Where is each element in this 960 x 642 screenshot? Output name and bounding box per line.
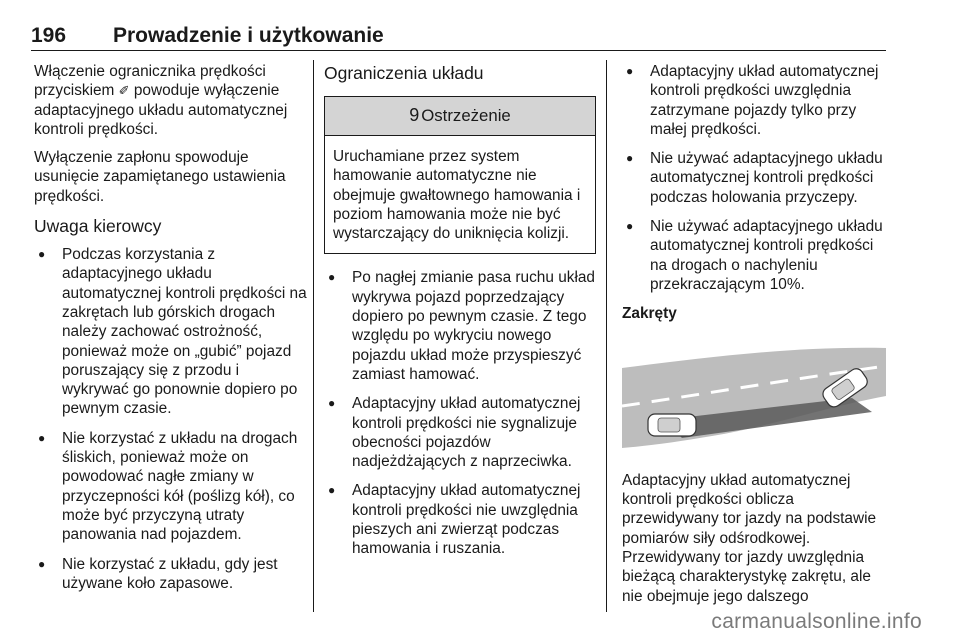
- warning-body: Uruchamiane przez system hamowanie automatyczne nie obejmuje gwałtownego hamowania i poziom hamowania może nie być wystarczający do uniknięcia kolizji.: [333, 148, 581, 243]
- column-2: [324, 62, 596, 569]
- limiter-paragraph: Włączenie ogranicznika prędkości przyciskiem ✐ powoduje wyłączenie adaptacyjnego układu automatycznej kontroli prędkości.: [34, 63, 288, 138]
- list-item: ● Adaptacyjny układ automatycznej kontroli prędkości uwzględnia zatrzymane pojazdy tylko przy małej prędkości.: [622, 62, 890, 139]
- system-limits-list: [324, 268, 596, 558]
- list-item: ● Nie korzystać z układu na drogach śliskich, ponieważ może on powodować nagłe zmiany w przyczepności kół (poślizg kół), co może być przyczyną utraty panowania nad pojazdem.: [34, 429, 309, 545]
- section-heading-driver-notes: Uwaga kierowcy: [34, 216, 162, 237]
- list-item: ● Adaptacyjny układ automatycznej kontroli prędkości nie uwzględnia pieszych ani zwierząt podczas hamowania i ruszania.: [324, 481, 596, 558]
- ignition-paragraph: Wyłączenie zapłonu spowoduje usunięcie zapamiętanego ustawienia prędkości.: [34, 149, 286, 205]
- list-item: ● Po nagłej zmianie pasa ruchu układ wykrywa pojazd poprzedzający dopiero po pewnym czasie. Z tego względu po wykryciu nowego pojazdu układ może przyspieszyć zamiast hamować.: [324, 268, 596, 384]
- list-item: ● Nie używać adaptacyjnego układu automatycznej kontroli prędkości podczas holowania przyczepy.: [622, 149, 890, 207]
- section-heading-curves: Zakręty: [622, 305, 677, 323]
- column-1: [34, 62, 309, 603]
- speed-limiter-button-icon: ✐: [118, 83, 130, 99]
- list-item: ● Adaptacyjny układ automatycznej kontroli prędkości nie sygnalizuje obecności pojazdów nadjeżdżających z naprzeciwka.: [324, 394, 596, 471]
- driver-notes-list: [34, 245, 309, 593]
- list-item: ● Nie korzystać z układu, gdy jest używane koło zapasowe.: [34, 555, 309, 594]
- page-number: 196: [31, 24, 67, 47]
- page-header: [31, 24, 886, 51]
- column-divider-1: [313, 60, 314, 612]
- warning-box: [324, 96, 596, 254]
- chapter-title: Prowadzenie i użytkowanie: [113, 24, 384, 47]
- column-divider-2: [606, 60, 607, 612]
- warning-title: Ostrzeżenie: [421, 106, 511, 126]
- system-limits-list-continued: [622, 62, 890, 294]
- column-3: [622, 62, 890, 615]
- section-heading-system-limits: Ograniczenia układu: [324, 63, 484, 83]
- watermark: carmanualsonline.info: [711, 610, 922, 633]
- list-item: ● Nie używać adaptacyjnego układu automatycznej kontroli prędkości na drogach o nachyleniu przekraczającym 10%.: [622, 217, 890, 294]
- warning-triangle-icon: 9: [409, 105, 420, 126]
- curves-paragraph: Adaptacyjny układ automatycznej kontroli prędkości oblicza przewidywany tor jazdy na podstawie pomiarów siły odśrodkowej. Przewidywany tor jazdy uwzględnia bieżącą charakterystykę zakrętu, ale nie obejmuje jego dalszego: [622, 471, 877, 605]
- own-car-icon: [648, 414, 696, 436]
- curve-illustration: [622, 346, 886, 452]
- list-item: ● Podczas korzystania z adaptacyjnego układu automatycznej kontroli prędkości na zakrętach lub górskich drogach należy zachować ostrożność, ponieważ może on „gubić” pojazd poruszający się z przodu i wykrywać go ponownie dopiero po pewnym czasie.: [34, 245, 309, 419]
- warning-header: [325, 97, 595, 136]
